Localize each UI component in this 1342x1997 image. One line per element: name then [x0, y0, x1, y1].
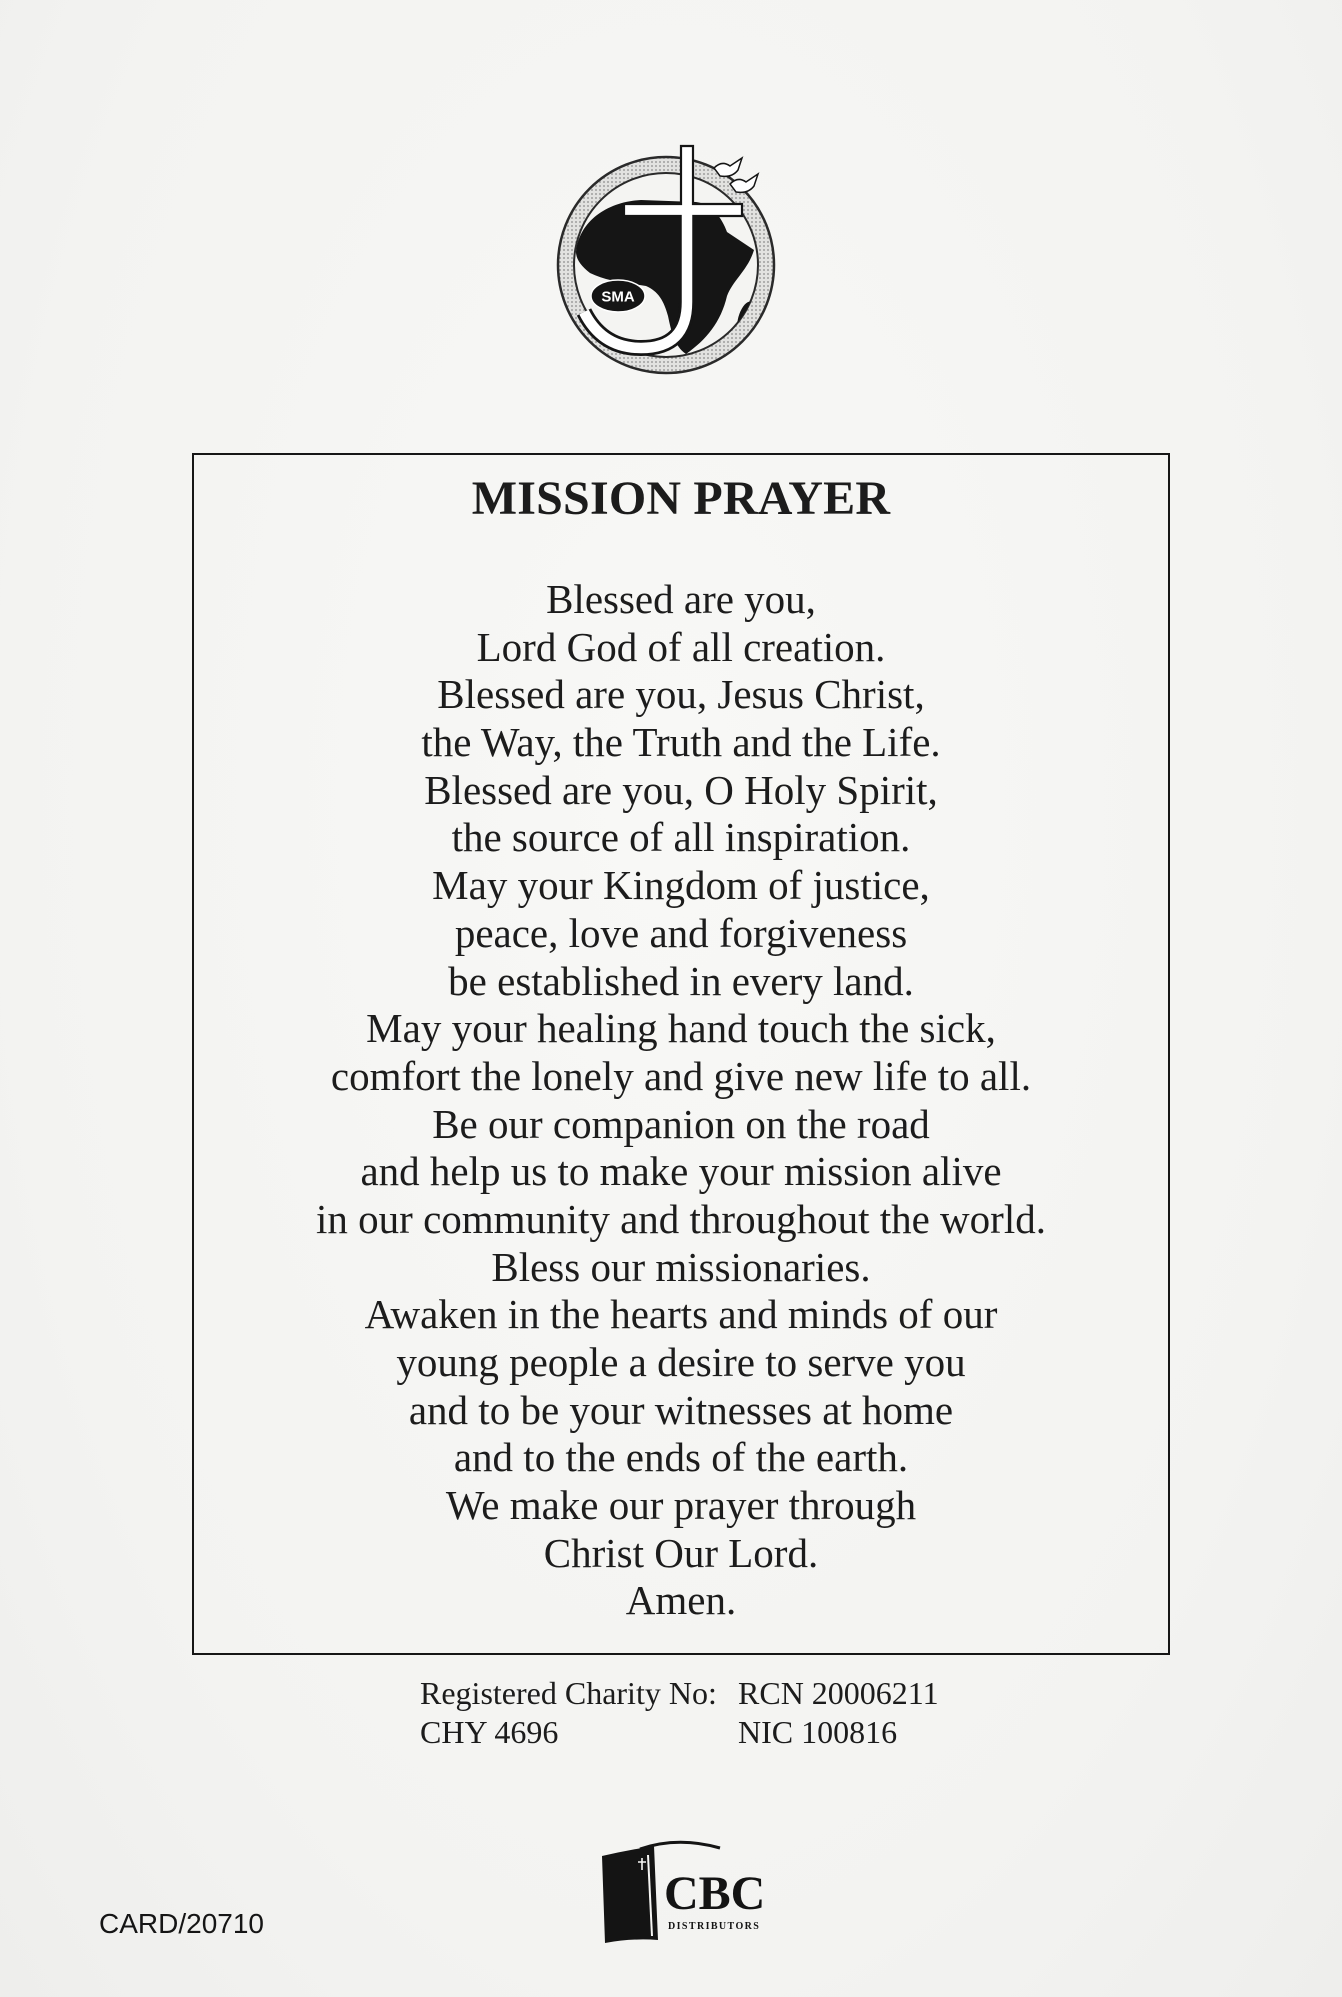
prayer-line: Amen.: [625, 1577, 737, 1624]
dove-icon: [730, 174, 758, 192]
prayer-frame: [192, 453, 1170, 1655]
prayer-line: May your Kingdom of justice,: [432, 862, 930, 909]
prayer-line: and to the ends of the earth.: [453, 1434, 909, 1481]
card-code: CARD/20710: [99, 1908, 264, 1939]
prayer-line: the source of all inspiration.: [451, 814, 911, 861]
cbc-logo-icon: [598, 1840, 778, 1945]
prayer-line: We make our prayer through: [445, 1482, 917, 1529]
prayer-line: Bless our missionaries.: [491, 1243, 871, 1290]
prayer-line: Blessed are you, O Holy Spirit,: [424, 766, 938, 813]
dove-icon: [714, 158, 742, 176]
prayer-title: MISSION PRAYER: [471, 472, 891, 525]
prayer-line: peace, love and forgiveness: [454, 909, 908, 956]
prayer-line: Christ Our Lord.: [543, 1529, 819, 1576]
prayer-line: Blessed are you, Jesus Christ,: [437, 671, 925, 718]
publisher-name: CBC: [664, 1867, 766, 1920]
prayer-line: May your healing hand touch the sick,: [366, 1005, 996, 1052]
prayer-line: the Way, the Truth and the Life.: [421, 719, 941, 766]
publisher-tagline: DISTRIBUTORS: [668, 1921, 761, 1932]
chy-number: CHY 4696: [420, 1714, 559, 1750]
prayer-line: and help us to make your mission alive: [360, 1148, 1002, 1195]
prayer-text: [194, 576, 1168, 1625]
prayer-line: Blessed are you,: [546, 576, 816, 622]
prayer-line: Awaken in the hearts and minds of our: [364, 1291, 998, 1338]
prayer-line: in our community and throughout the world.: [316, 1195, 1046, 1242]
prayer-line: be established in every land.: [448, 957, 914, 1004]
rcn-number: RCN 20006211: [738, 1675, 939, 1711]
prayer-line: Lord God of all creation.: [476, 623, 886, 670]
prayer-line: comfort the lonely and give new life to all.: [330, 1052, 1032, 1099]
prayer-line: Be our companion on the road: [432, 1100, 930, 1147]
charity-label: Registered Charity No:: [420, 1675, 717, 1711]
sma-logo-icon: [546, 140, 786, 380]
nic-number: NIC 100816: [738, 1714, 898, 1750]
prayer-line: and to be your witnesses at home: [408, 1386, 954, 1433]
sma-badge-text: SMA: [601, 288, 635, 306]
prayer-line: young people a desire to serve you: [396, 1339, 966, 1385]
